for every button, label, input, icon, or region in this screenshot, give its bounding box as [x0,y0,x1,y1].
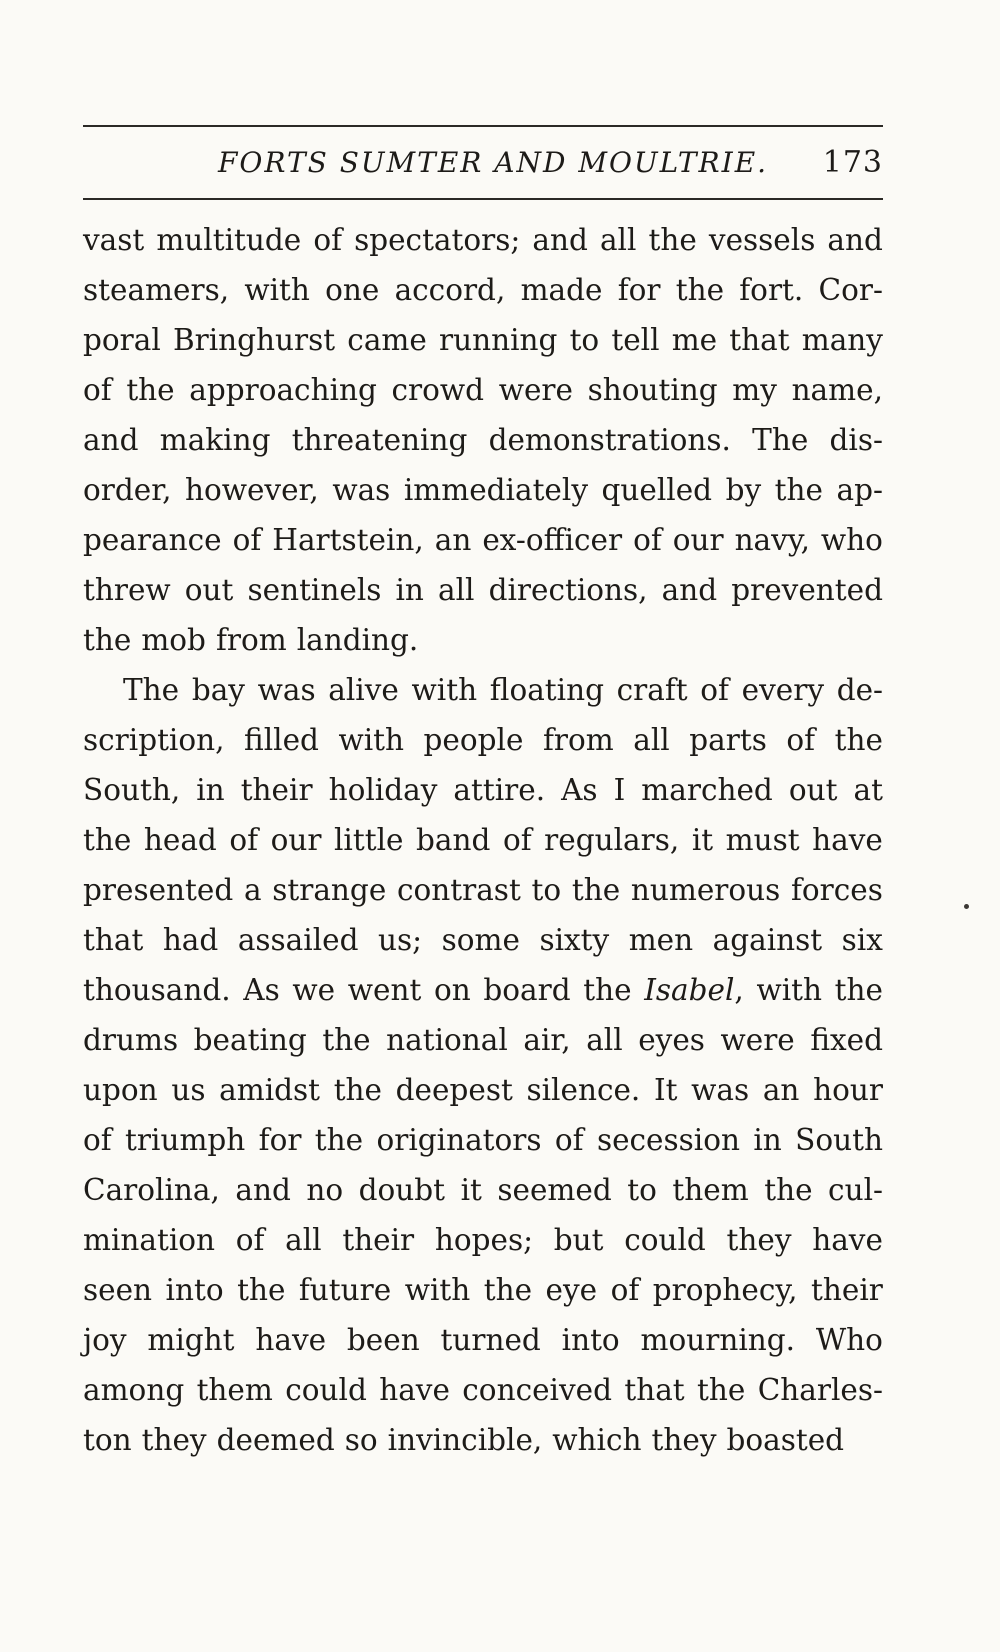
text-line: South, in their holiday attire. As I marched out at [83,773,883,807]
text-line: mination of all their hopes; but could they have [83,1223,883,1257]
text-line: vast multitude of spectators; and all the vessels and [83,223,883,257]
running-title: FORTS SUMTER AND MOULTRIE. [218,146,769,179]
margin-dot [964,904,969,909]
text-line: Carolina, and no doubt it seemed to them the cul- [83,1173,883,1207]
text-line: among them could have conceived that the Charles- [83,1373,883,1407]
body-text [83,215,883,1465]
running-head [83,140,883,185]
text-line: that had assailed us; some sixty men against six [83,923,883,957]
text-line: The bay was alive with floating craft of every de- [123,673,883,707]
text-line: drums beating the national air, all eyes were fixed [83,1023,883,1057]
text-line: scription, filled with people from all parts of the [83,723,883,757]
text-line: threw out sentinels in all directions, and prevented [83,573,883,607]
text-line: the head of our little band of regulars, it must have [83,823,883,857]
text-line: upon us amidst the deepest silence. It was an hour [83,1073,883,1107]
text-line: order, however, was immediately quelled by the ap- [83,473,883,507]
text-line: pearance of Hartstein, an ex-officer of our navy, who [83,523,883,557]
text-line: poral Bringhurst came running to tell me that many [83,323,883,357]
text-line: seen into the future with the eye of prophecy, their [83,1273,883,1307]
header-rule-top [83,125,883,127]
text-line: the mob from landing. [83,623,419,657]
text-line: joy might have been turned into mourning. Who [83,1323,883,1357]
text-line: steamers, with one accord, made for the fort. Cor- [83,273,883,307]
header-rule-bottom [83,198,883,200]
text-line: thousand. As we went on board the Isabel, with the [83,973,883,1007]
page-number: 173 [822,145,883,180]
text-line: of the approaching crowd were shouting my name, [83,373,883,407]
text-line: and making threatening demonstrations. The dis- [83,423,883,457]
text-line: ton they deemed so invincible, which they boasted [83,1423,845,1457]
text-line: of triumph for the originators of secession in South [83,1123,883,1157]
text-line: presented a strange contrast to the numerous forces [83,873,883,907]
